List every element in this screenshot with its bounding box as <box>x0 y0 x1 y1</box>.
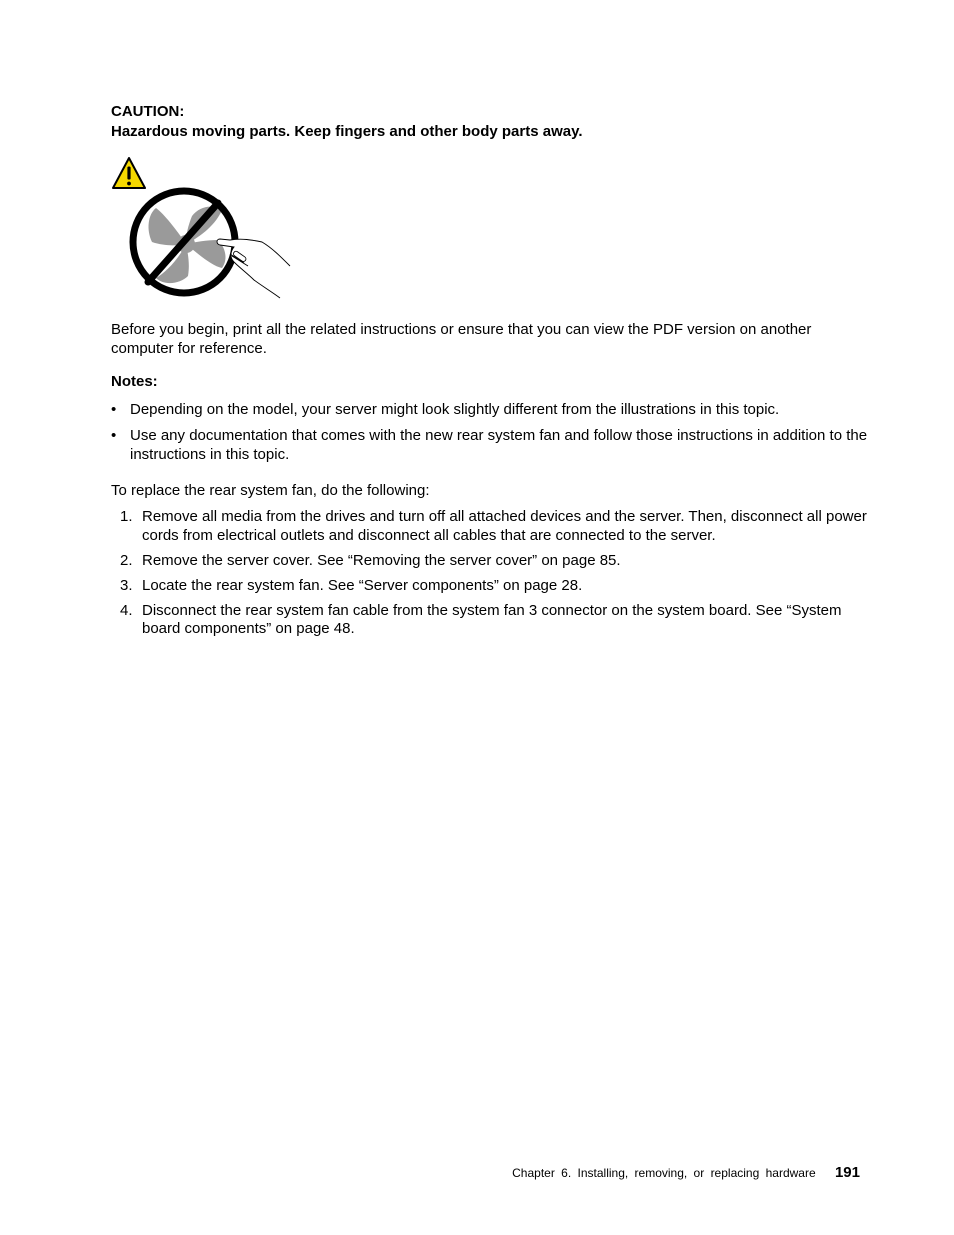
step-text: Disconnect the rear system fan cable from the system fan 3 connector on the system board. See “System board components” on page 48. <box>142 601 842 637</box>
list-item <box>111 508 871 545</box>
caution-block <box>111 102 871 142</box>
caution-label: CAUTION: <box>111 103 185 120</box>
fan-hazard-illustration <box>126 184 296 302</box>
page-number: 191 <box>834 1164 860 1181</box>
step-number: 1. <box>120 508 133 525</box>
page-footer <box>512 1163 860 1183</box>
note-text: Depending on the model, your server might look slightly different from the illustrations in this topic. <box>130 401 780 418</box>
procedure-intro: To replace the rear system fan, do the following: <box>111 482 430 499</box>
step-text: Locate the rear system fan. See “Server components” on page 28. <box>142 576 583 594</box>
notes-heading: Notes: <box>111 373 158 390</box>
chapter-title: Chapter 6. Installing, removing, or replacing hardware <box>512 1166 816 1180</box>
list-item <box>111 577 871 596</box>
note-text: Use any documentation that comes with the new rear system fan and follow those instructions in addition to the instructions in this topic. <box>130 427 868 463</box>
list-item <box>111 602 871 639</box>
bullet: • <box>111 427 117 444</box>
intro-paragraph: Before you begin, print all the related instructions or ensure that you can view the PDF version on another computer for reference. <box>111 321 812 357</box>
list-item <box>111 552 871 571</box>
steps-list <box>111 508 871 645</box>
notes-list <box>111 401 871 472</box>
step-number: 3. <box>120 576 133 594</box>
list-item <box>111 401 871 420</box>
list-item <box>111 427 871 464</box>
bullet: • <box>111 401 117 418</box>
step-number: 4. <box>120 601 133 619</box>
step-number: 2. <box>120 551 133 569</box>
caution-message: Hazardous moving parts. Keep fingers and other body parts away. <box>111 123 583 140</box>
step-text: Remove the server cover. See “Removing the server cover” on page 85. <box>142 551 621 569</box>
step-text: Remove all media from the drives and turn off all attached devices and the server. Then, disconnect all power cords from electrical outlets and disconnect all cables that are connected to the server. <box>142 508 867 544</box>
